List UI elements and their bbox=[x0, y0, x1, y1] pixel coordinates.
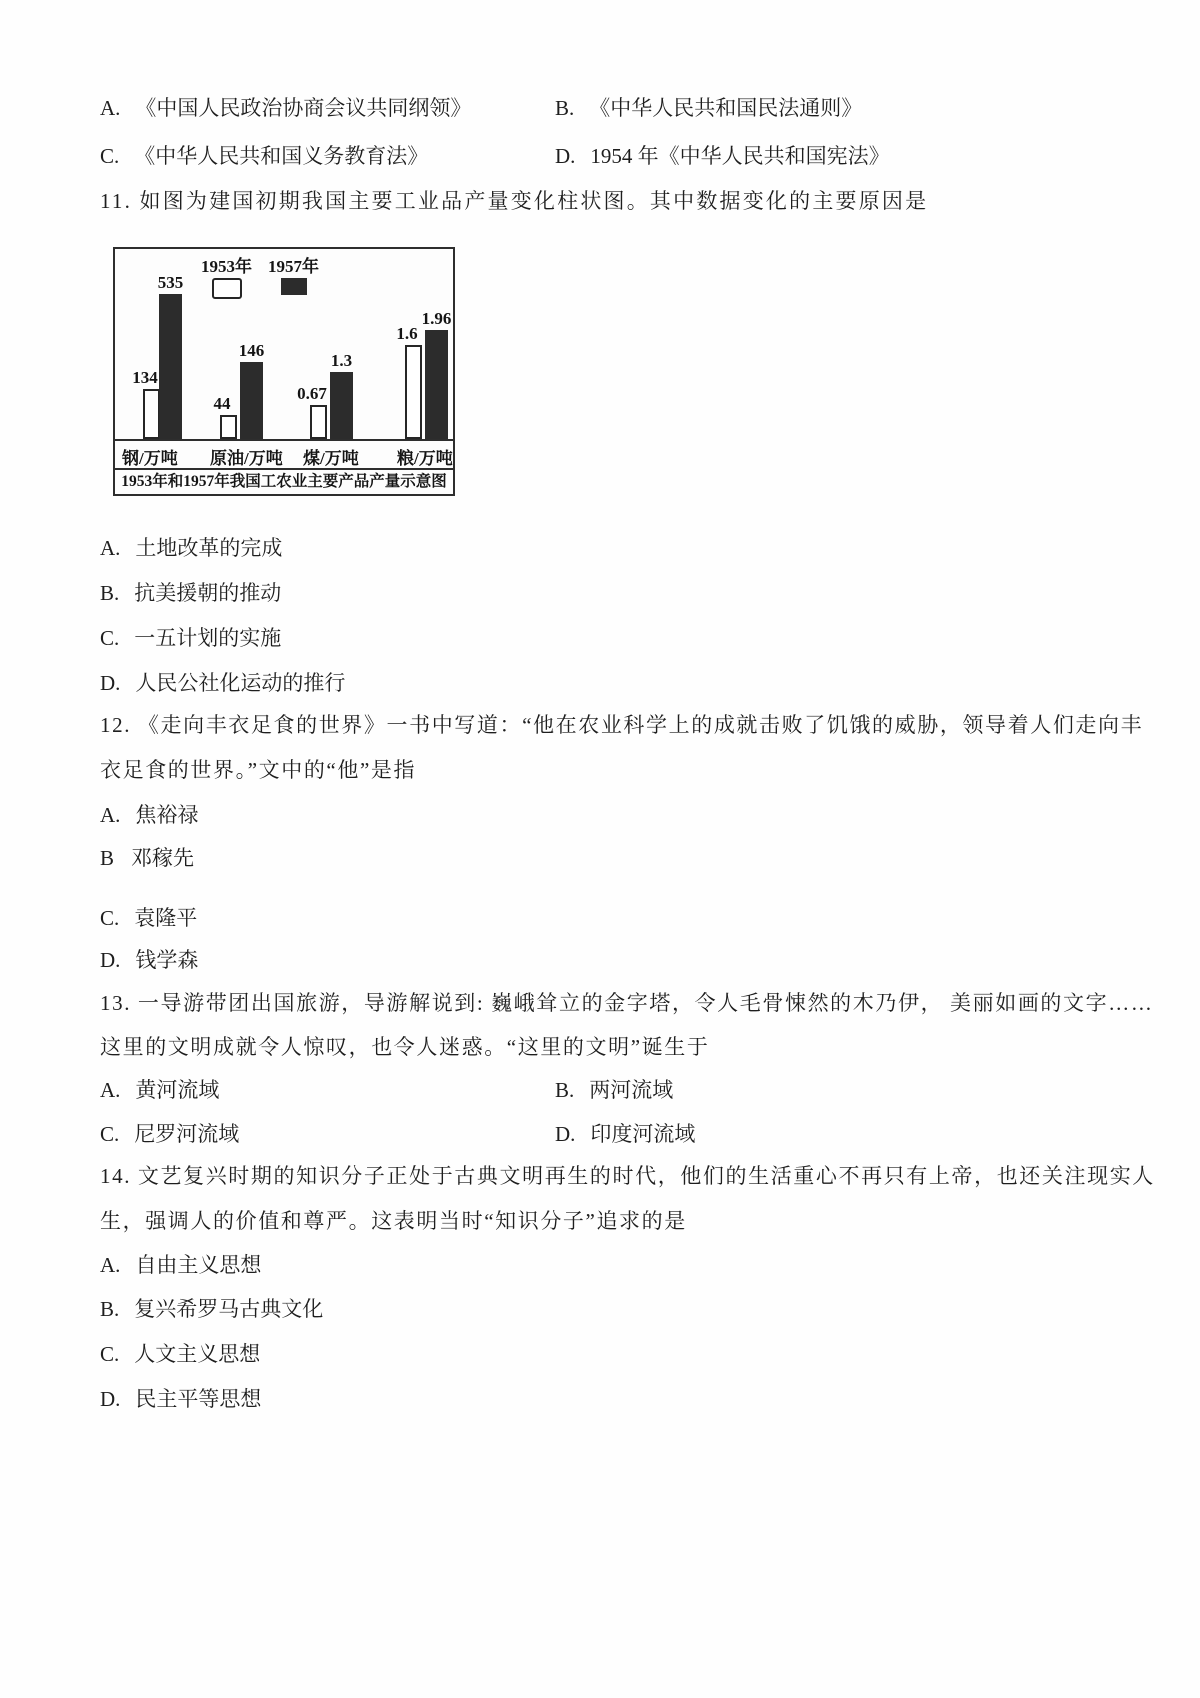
option-text: 土地改革的完成 bbox=[135, 536, 283, 560]
option-text: 人民公社化运动的推行 bbox=[135, 671, 346, 695]
question-11-stem: 11. 如图为建国初期我国主要工业品产量变化柱状图。其中数据变化的主要原因是 bbox=[100, 189, 929, 213]
option-text: 自由主义思想 bbox=[135, 1253, 262, 1277]
q14-option-c bbox=[100, 1339, 260, 1369]
option-letter: A. bbox=[100, 1078, 121, 1102]
bar-1957年-粮/万吨 bbox=[425, 330, 448, 439]
option-letter: B. bbox=[100, 1297, 120, 1321]
option-letter: A. bbox=[100, 803, 121, 827]
option-text: 复兴希罗马古典文化 bbox=[134, 1297, 324, 1321]
option-letter: D. bbox=[555, 144, 576, 168]
option-text: 尼罗河流域 bbox=[134, 1122, 240, 1146]
option-letter: B. bbox=[555, 1078, 575, 1102]
x-axis-label: 钢/万吨 bbox=[122, 449, 178, 468]
q11-option-a bbox=[100, 533, 282, 563]
option-text: 抗美援朝的推动 bbox=[134, 581, 282, 605]
option-text: 一五计划的实施 bbox=[134, 626, 282, 650]
chart-x-axis-labels bbox=[115, 441, 453, 470]
option-text: 1954 年《中华人民共和国宪法》 bbox=[590, 144, 890, 168]
q11-option-d bbox=[100, 668, 345, 698]
question-12-stem-line-2: 衣足食的世界。”文中的“他”是指 bbox=[100, 758, 417, 782]
prev-question-option-c bbox=[100, 141, 428, 171]
option-text: 两河流域 bbox=[589, 1078, 674, 1102]
option-text: 民主平等思想 bbox=[135, 1387, 262, 1411]
bar-value-label: 146 bbox=[238, 341, 265, 360]
q13-option-c bbox=[100, 1119, 239, 1149]
bar-value-label: 1.6 bbox=[396, 324, 418, 343]
bar-1957年-钢/万吨 bbox=[159, 294, 182, 439]
option-text: 袁隆平 bbox=[134, 906, 198, 930]
bar-value-label: 1.96 bbox=[421, 309, 452, 328]
option-letter: D. bbox=[555, 1122, 576, 1146]
option-letter: D. bbox=[100, 1387, 121, 1411]
q12-option-c bbox=[100, 903, 197, 933]
bar-value-label: 44 bbox=[213, 394, 231, 413]
option-text: 钱学森 bbox=[135, 948, 199, 972]
bar-value-label: 134 bbox=[132, 368, 158, 387]
chart-legend bbox=[201, 257, 319, 299]
q12-option-b bbox=[100, 843, 194, 873]
legend-label: 1957年 bbox=[268, 257, 319, 276]
option-text: 人文主义思想 bbox=[134, 1342, 261, 1366]
bar-1957年-煤/万吨 bbox=[330, 372, 353, 439]
question-14-stem-line-1: 14. 文艺复兴时期的知识分子正处于古典文明再生的时代，他们的生活重心不再只有上帝，也还关注现实人 bbox=[100, 1164, 1155, 1188]
bar-value-label: 0.67 bbox=[297, 384, 327, 403]
q13-option-d bbox=[555, 1119, 695, 1149]
x-axis-label: 原油/万吨 bbox=[210, 449, 283, 468]
bar-value-label: 535 bbox=[157, 273, 184, 292]
option-letter: B. bbox=[100, 581, 120, 605]
bar-1953年-煤/万吨 bbox=[310, 405, 327, 439]
bar-1953年-原油/万吨 bbox=[220, 415, 237, 439]
legend-item-1953年 bbox=[201, 257, 252, 299]
option-text: 邓稼先 bbox=[131, 846, 195, 870]
option-letter: D. bbox=[100, 671, 121, 695]
option-text: 《中华人民共和国民法通则》 bbox=[589, 96, 863, 120]
prev-question-option-a bbox=[100, 93, 471, 123]
option-letter: C. bbox=[100, 906, 120, 930]
legend-swatch-open-icon bbox=[212, 278, 242, 299]
option-letter: B. bbox=[555, 96, 575, 120]
option-text: 黄河流域 bbox=[135, 1078, 220, 1102]
option-letter: A. bbox=[100, 96, 121, 120]
option-letter: C. bbox=[100, 626, 120, 650]
question-13-stem-line-1: 13. 一导游带团出国旅游，导游解说到: 巍峨耸立的金字塔，令人毛骨悚然的木乃伊， 美丽如画的文字…… bbox=[100, 991, 1154, 1015]
q11-option-c bbox=[100, 623, 281, 653]
chart-plot-area bbox=[115, 249, 453, 441]
q13-option-a bbox=[100, 1075, 219, 1105]
q12-option-d bbox=[100, 945, 198, 975]
x-axis-label: 煤/万吨 bbox=[303, 449, 359, 468]
question-14-stem-line-2: 生，强调人的价值和尊严。这表明当时“知识分子”追求的是 bbox=[100, 1209, 687, 1233]
legend-label: 1953年 bbox=[201, 257, 252, 276]
option-letter: C. bbox=[100, 144, 120, 168]
option-letter: A. bbox=[100, 536, 121, 560]
x-axis-label: 粮/万吨 bbox=[397, 449, 453, 468]
q14-option-d bbox=[100, 1384, 261, 1414]
option-letter: C. bbox=[100, 1122, 120, 1146]
option-letter: C. bbox=[100, 1342, 120, 1366]
option-letter: A. bbox=[100, 1253, 121, 1277]
legend-swatch-solid-icon bbox=[281, 278, 307, 295]
bar-1953年-粮/万吨 bbox=[405, 345, 422, 439]
option-text: 《中国人民政治协商会议共同纲领》 bbox=[135, 96, 472, 120]
option-text: 印度河流域 bbox=[590, 1122, 696, 1146]
option-text: 《中华人民共和国义务教育法》 bbox=[134, 144, 429, 168]
q14-option-b bbox=[100, 1294, 323, 1324]
option-letter: B bbox=[100, 846, 115, 870]
prev-question-option-d bbox=[555, 141, 890, 171]
chart-caption: 1953年和1957年我国工农业主要产品产量示意图 bbox=[121, 473, 447, 490]
q12-option-a bbox=[100, 800, 198, 830]
option-letter: D. bbox=[100, 948, 121, 972]
prev-question-option-b bbox=[555, 93, 862, 123]
option-text: 焦裕禄 bbox=[135, 803, 199, 827]
question-12-stem-line-1: 12. 《走向丰衣足食的世界》一书中写道：“他在农业科学上的成就击败了饥饿的威胁，领导着人们走向丰 bbox=[100, 713, 1144, 737]
bar-value-label: 1.3 bbox=[330, 351, 353, 370]
question-13-stem-line-2: 这里的文明成就令人惊叹，也令人迷惑。“这里的文明”诞生于 bbox=[100, 1035, 710, 1059]
bar-1957年-原油/万吨 bbox=[240, 362, 263, 439]
q13-option-b bbox=[555, 1075, 673, 1105]
q14-option-a bbox=[100, 1250, 261, 1280]
q11-option-b bbox=[100, 578, 281, 608]
q11-production-bar-chart bbox=[113, 247, 455, 496]
bar-1953年-钢/万吨 bbox=[143, 389, 160, 439]
legend-item-1957年 bbox=[268, 257, 319, 299]
